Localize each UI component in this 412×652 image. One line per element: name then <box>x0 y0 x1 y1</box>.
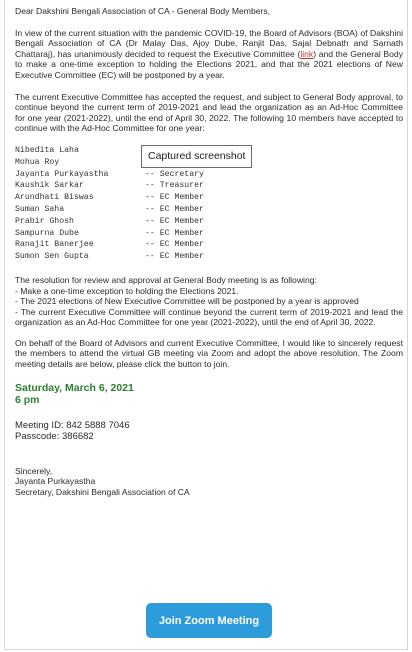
intro-paragraph <box>15 28 403 81</box>
member-row <box>15 251 403 263</box>
meeting-passcode: Passcode: 386682 <box>15 431 94 443</box>
member-name: Sumon Sen Gupta <box>15 252 89 262</box>
member-role: -- EC Member <box>145 240 204 250</box>
member-row <box>15 180 403 192</box>
member-row <box>15 228 403 240</box>
member-role: -- EC Member <box>145 228 204 238</box>
resolution-item: - The current Executive Committee will continue beyond the current term of 2019-2021 and lead the organization as an Ad-Hoc Committee for one year (2021-2022), until the end of April 30, 2022. <box>15 306 403 328</box>
executive-committee-link[interactable]: link <box>300 48 314 59</box>
signature-closing: Sincerely, <box>15 465 53 476</box>
intro-text-after-link: ) and the General Body to make a one-time exception to holding the Elections 2021, and that the 2021 elections of New Executive Committee (EC) will be postponed by a year. <box>15 48 404 80</box>
member-role: -- Treasurer <box>145 181 204 191</box>
meeting-time: 6 pm <box>15 394 40 407</box>
member-role: -- EC Member <box>145 252 204 262</box>
member-role: -- EC Member <box>145 204 204 214</box>
member-row <box>15 204 403 216</box>
greeting: Dear Dakshini Bengali Association of CA - General Body Members, <box>15 6 271 16</box>
signature-title: Secretary, Dakshini Bengali Association of CA <box>15 487 190 498</box>
member-name: Jayanta Purkayastha <box>15 169 109 179</box>
member-name: Nibedita Laha <box>15 145 79 155</box>
member-row <box>15 239 403 251</box>
member-name: Kaushik Sarkar <box>15 181 84 191</box>
resolution-intro: The resolution for review and approval at General Body meeting is as following: <box>15 274 317 285</box>
meeting-id: Meeting ID: 842 5888 7046 <box>15 419 130 431</box>
member-row <box>15 169 403 181</box>
member-name: Sampurna Dube <box>15 228 79 238</box>
member-list <box>15 145 403 263</box>
member-name: Mohua Roy <box>15 157 60 167</box>
resolution-item: - The 2021 elections of New Executive Committee will be postponed by a year is approved <box>15 296 359 307</box>
email-frame <box>4 0 408 650</box>
meeting-date: Saturday, March 6, 2021 <box>15 381 134 394</box>
behalf-paragraph: On behalf of the Board of Advisors and current Executive Committee, I would like to sincerely request the members to attend the virtual GB meeting via Zoom and adopt the above resolution. The Zoom meeting details are below, please click the button to join. <box>15 337 403 370</box>
acceptance-paragraph: The current Executive Committee has accepted the request, and subject to General Body approval, to continue beyond the current term of 2019-2021 and lead the organization as an Ad-Hoc Committee for one year (2021-2022), until the end of April 30, 2022. The following 10 members have accepted to continue with the Ad-Hoc Committee for one year: <box>15 91 403 134</box>
member-role: -- Secretary <box>145 169 204 179</box>
member-name: Ranajit Banerjee <box>15 240 94 250</box>
resolution-item: - Make a one-time exception to holding the Elections 2021. <box>15 285 239 296</box>
member-name: Prabir Ghosh <box>15 216 74 226</box>
member-row <box>15 216 403 228</box>
member-role: -- EC Member <box>145 193 204 203</box>
captured-screenshot-tooltip: Captured screenshot <box>141 145 252 168</box>
signature-name: Jayanta Purkayastha <box>15 476 96 487</box>
member-role: -- EC Member <box>145 216 204 226</box>
member-row <box>15 192 403 204</box>
email-body <box>15 6 403 498</box>
member-name: Arundhati Biswas <box>15 193 94 203</box>
member-name: Suman Saha <box>15 204 65 214</box>
join-zoom-meeting-button[interactable]: Join Zoom Meeting <box>146 603 272 638</box>
intro-text-before-link: In view of the current situation with the pandemic COVID-19, the Board of Advisors (BOA) of Dakshini Bengali Association of CA (Dr Malay Das, Ajoy Dube, Ranjit Das, Sajal Debnath and Sarnath Chattaraj), has unanimously decided to request the Executive Committee ( <box>15 27 403 59</box>
